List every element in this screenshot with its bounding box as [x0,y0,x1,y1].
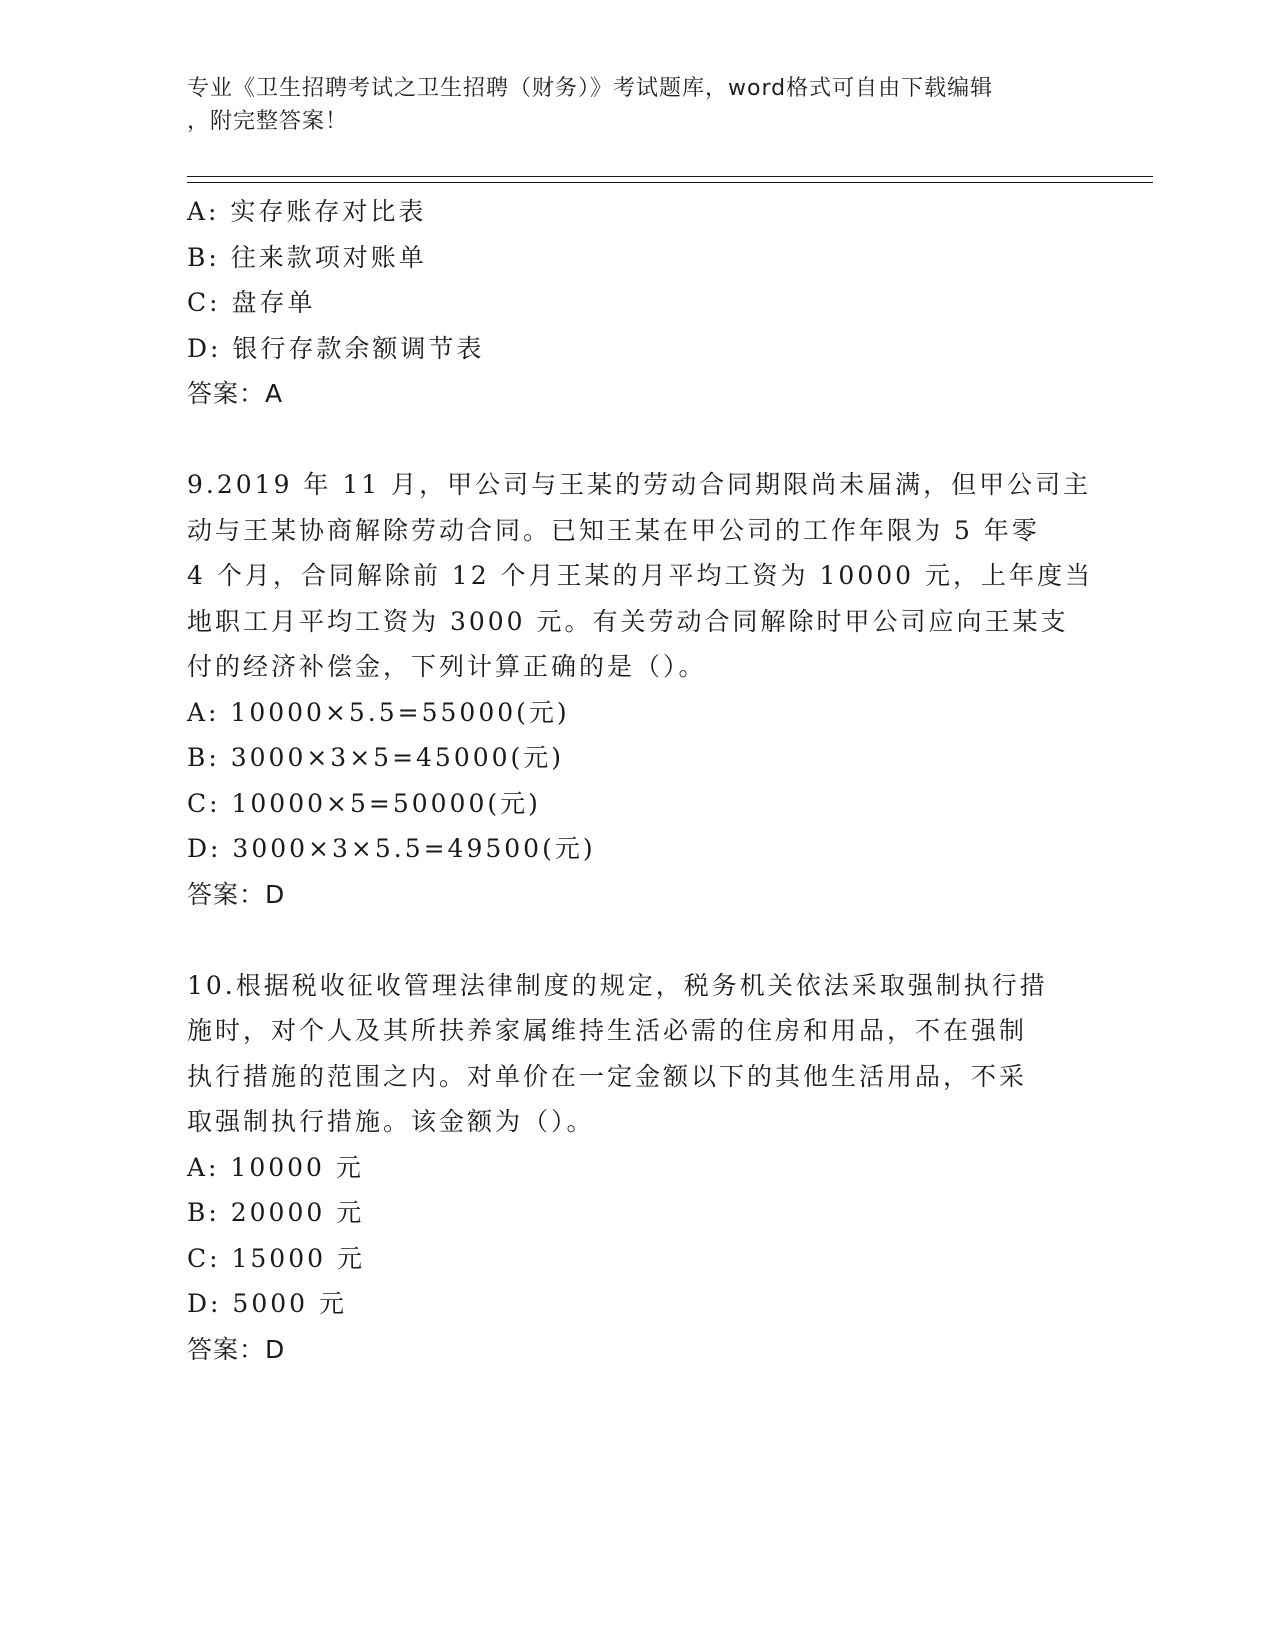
question-stem-line: 地职工月平均工资为 3000 元。有关劳动合同解除时甲公司应向王某支 [187,606,1069,636]
question-stem-line: 取强制执行措施。该金额为（）。 [187,1107,595,1136]
option-d: D: 银行存款余额调节表 [187,333,485,363]
question-stem-line: 9.2019 年 11 月，甲公司与王某的劳动合同期限尚未届满，但甲公司主 [187,470,1092,499]
option-c: C: 15000 元 [187,1243,365,1273]
question-stem-line: 动与王某协商解除劳动合同。已知王某在甲公司的工作年限为 5 年零 [187,515,1040,545]
question-10 [187,963,1087,1373]
header-divider-bottom [187,182,1153,183]
option-d: D: 3000×3×5.5=49500(元) [187,834,596,863]
answer-line: 答案：D [187,1334,286,1364]
document-header [187,72,1087,138]
option-b: B: 往来款项对账单 [187,242,427,272]
option-b: B: 20000 元 [187,1198,365,1227]
option-a: A: 10000×5.5=55000(元) [187,697,570,727]
question-stem-line: 4 个月，合同解除前 12 个月王某的月平均工资为 10000 元，上年度当 [187,561,1093,590]
answer-line: 答案：D [187,879,286,909]
option-b: B: 3000×3×5=45000(元) [187,743,565,772]
question-9 [187,462,1093,917]
header-line-1: 专业《卫生招聘考试之卫生招聘（财务）》考试题库，word格式可自由下载编辑 [187,76,994,101]
question-8 [187,189,1087,417]
question-stem-line: 执行措施的范围之内。对单价在一定金额以下的其他生活用品，不采 [187,1061,1028,1091]
spacer [187,417,1087,463]
option-c: C: 10000×5=50000(元) [187,788,541,818]
header-divider-top [187,176,1153,177]
option-a: A: 实存账存对比表 [187,197,427,226]
option-d: D: 5000 元 [187,1289,347,1318]
option-c: C: 盘存单 [187,288,316,317]
option-a: A: 10000 元 [187,1152,364,1182]
question-stem-line: 付的经济补偿金，下列计算正确的是（）。 [187,652,707,681]
answer-line: 答案：A [187,379,284,408]
spacer [187,917,1087,963]
question-stem-line: 施时，对个人及其所扶养家属维持生活必需的住房和用品，不在强制 [187,1016,1028,1045]
question-list [187,189,1093,1372]
question-stem-line: 10.根据税收征收管理法律制度的规定，税务机关依法采取强制执行措 [187,970,1048,1000]
header-line-2: ，附完整答案！ [187,109,349,134]
